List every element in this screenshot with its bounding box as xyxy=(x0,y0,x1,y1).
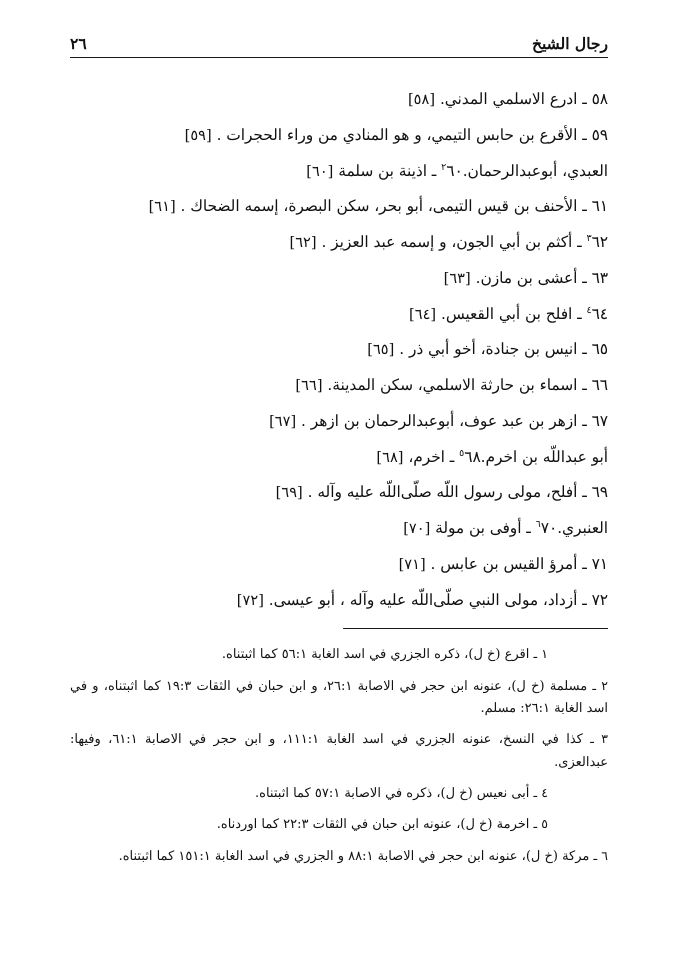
entry-index: [٦٨] xyxy=(376,448,404,466)
entry-text-part2: العبدي، أبوعبدالرحمان. xyxy=(462,161,608,180)
footnote-marker: ٦ xyxy=(535,518,541,530)
list-item xyxy=(70,481,608,504)
entry-index: [٦٠] xyxy=(306,162,334,180)
entry-text: ٦٥ ـ انيس بن جنادة، أخو أبي ذر . xyxy=(399,340,608,359)
entry-index: [٦٤] xyxy=(409,305,437,323)
entry-index: [٧٠] xyxy=(403,520,431,537)
footnote-text: مسلمة (خ ل)، عنونه ابن حجر في الاصابة ٢٦:١، و ابن حبان في الثقات ١٩:٣ كما اثبتناه، و في اسد الغابة ٢٦:١: مسلم. xyxy=(70,678,608,717)
entry-index: [٥٩] xyxy=(184,126,212,144)
entry-text: ٧٢ ـ أزداد، مولى النبي صلّى‌اللّه عليه وآله ، أبو عيسى. xyxy=(268,590,608,609)
footnote-number: ٤ ـ xyxy=(533,785,548,801)
footnote-number: ٢ ـ xyxy=(592,677,608,693)
footnote-zone xyxy=(70,628,608,876)
footnote xyxy=(70,845,608,868)
entry-text: ٧٠ ـ أوفى بن مولة xyxy=(435,519,558,537)
footnote-marker: ٢ xyxy=(441,161,447,173)
footnote-number: ١ ـ xyxy=(533,646,548,662)
footnote-marker: ٥ xyxy=(459,447,465,459)
footnote-text: اقرع (خ ل)، ذكره الجزري في اسد الغابة ٥٦:١ كما اثبتناه. xyxy=(221,647,530,663)
entry-text: ٧١ ـ أمرؤ القيس بن عابس . xyxy=(430,554,608,573)
footnote xyxy=(70,728,608,774)
footnote-text: اخرمة (خ ل)، عنونه ابن حبان في الثقات ٢٢:٣ كما اوردناه. xyxy=(216,817,530,833)
entry-index: [٥٨] xyxy=(407,91,436,108)
list-item xyxy=(70,374,608,397)
entry-index: [٦٦] xyxy=(295,377,323,394)
list-item xyxy=(70,195,608,218)
entry-text: ٦٩ ـ أفلح، مولى رسول اللّه صلّى‌اللّه عليه وآله . xyxy=(307,483,608,502)
page-header xyxy=(70,34,608,58)
footnote-number: ٦ ـ xyxy=(593,847,608,863)
list-item xyxy=(70,446,608,469)
list-item xyxy=(70,303,608,326)
entry-index: [٦٧] xyxy=(269,412,297,430)
entry-index: [٦١] xyxy=(148,198,176,216)
list-item xyxy=(70,267,608,290)
list-item xyxy=(70,124,608,147)
footnote-marker: ٤ xyxy=(586,304,592,316)
list-item xyxy=(70,88,608,111)
entry-index: [٦٣] xyxy=(443,269,471,287)
list-item xyxy=(70,410,608,433)
entry-text: ٦٠ ـ اذينة بن سلمة xyxy=(338,161,463,180)
entry-index: [٦٢] xyxy=(289,234,317,251)
list-item xyxy=(70,338,608,361)
footnote-text: كذا في النسخ، عنونه الجزري في اسد الغابة ١١١:١، و ابن حجر في الاصابة ٦١:١، وفيها: عبدالعزى. xyxy=(70,732,608,770)
footnote xyxy=(70,782,608,805)
entry-text: ٦٣ ـ أعشى بن مازن. xyxy=(475,268,608,287)
entry-text: ٥٨ ـ ادرع الاسلمي المدني. xyxy=(439,90,608,108)
list-item xyxy=(70,589,608,612)
running-title: رجال الشيخ xyxy=(532,34,608,53)
entry-index: [٦٥] xyxy=(367,341,395,359)
page-number: ٢٦ xyxy=(70,34,87,53)
entry-index: [٦٩] xyxy=(275,484,303,502)
footnote-text: أبى نعيس (خ ل)، ذكره في الاصابة ٥٧:١ كما اثبتناه. xyxy=(255,786,530,802)
entry-text: ٦٧ ـ ازهر بن عبد عوف، أبوعبدالرحمان بن ازهر . xyxy=(301,411,608,430)
entry-text-part2: العنبري. xyxy=(557,519,608,537)
footnote xyxy=(70,675,608,721)
entry-text-part2: أبو عبداللّه بن اخرم. xyxy=(480,447,608,466)
entry-text: ٥٩ ـ الأقرع بن حابس التيمي، و هو المنادي من وراء الحجرات . xyxy=(216,125,608,144)
list-item xyxy=(70,231,608,254)
list-item xyxy=(70,553,608,576)
entry-text: ٦٢ ـ أكثم بن أبي الجون، و إسمه عبد العزيز . xyxy=(321,233,608,251)
entry-index: [٧٢] xyxy=(236,591,264,609)
biography-entry-list xyxy=(70,88,608,612)
footnote-divider xyxy=(343,628,608,629)
footnote-list xyxy=(70,643,608,868)
entry-text: ٦٤ ـ افلح بن أبي القعيس. xyxy=(441,304,608,323)
entry-text: ٦٨ ـ اخرم، xyxy=(408,447,481,466)
footnote xyxy=(70,813,608,836)
list-item xyxy=(70,160,608,183)
list-item xyxy=(70,517,608,540)
footnote-number: ٥ ـ xyxy=(533,816,548,832)
footnote-marker: ٣ xyxy=(586,232,592,244)
footnote-number: ٣ ـ xyxy=(590,731,608,747)
entry-text: ٦٦ ـ اسماء بن حارثة الاسلمي، سكن المدينة. xyxy=(327,376,608,394)
footnote xyxy=(70,643,608,666)
entry-text: ٦١ ـ الأحنف بن قيس التيمى، أبو بحر، سكن البصرة، إسمه الضحاك . xyxy=(180,197,608,216)
entry-index: [٧١] xyxy=(398,555,426,573)
footnote-text: مركة (خ ل)، عنونه ابن حجر في الاصابة ٨٨:١ و الجزري في اسد الغابة ١٥١:١ كما اثبتناه. xyxy=(118,848,590,864)
